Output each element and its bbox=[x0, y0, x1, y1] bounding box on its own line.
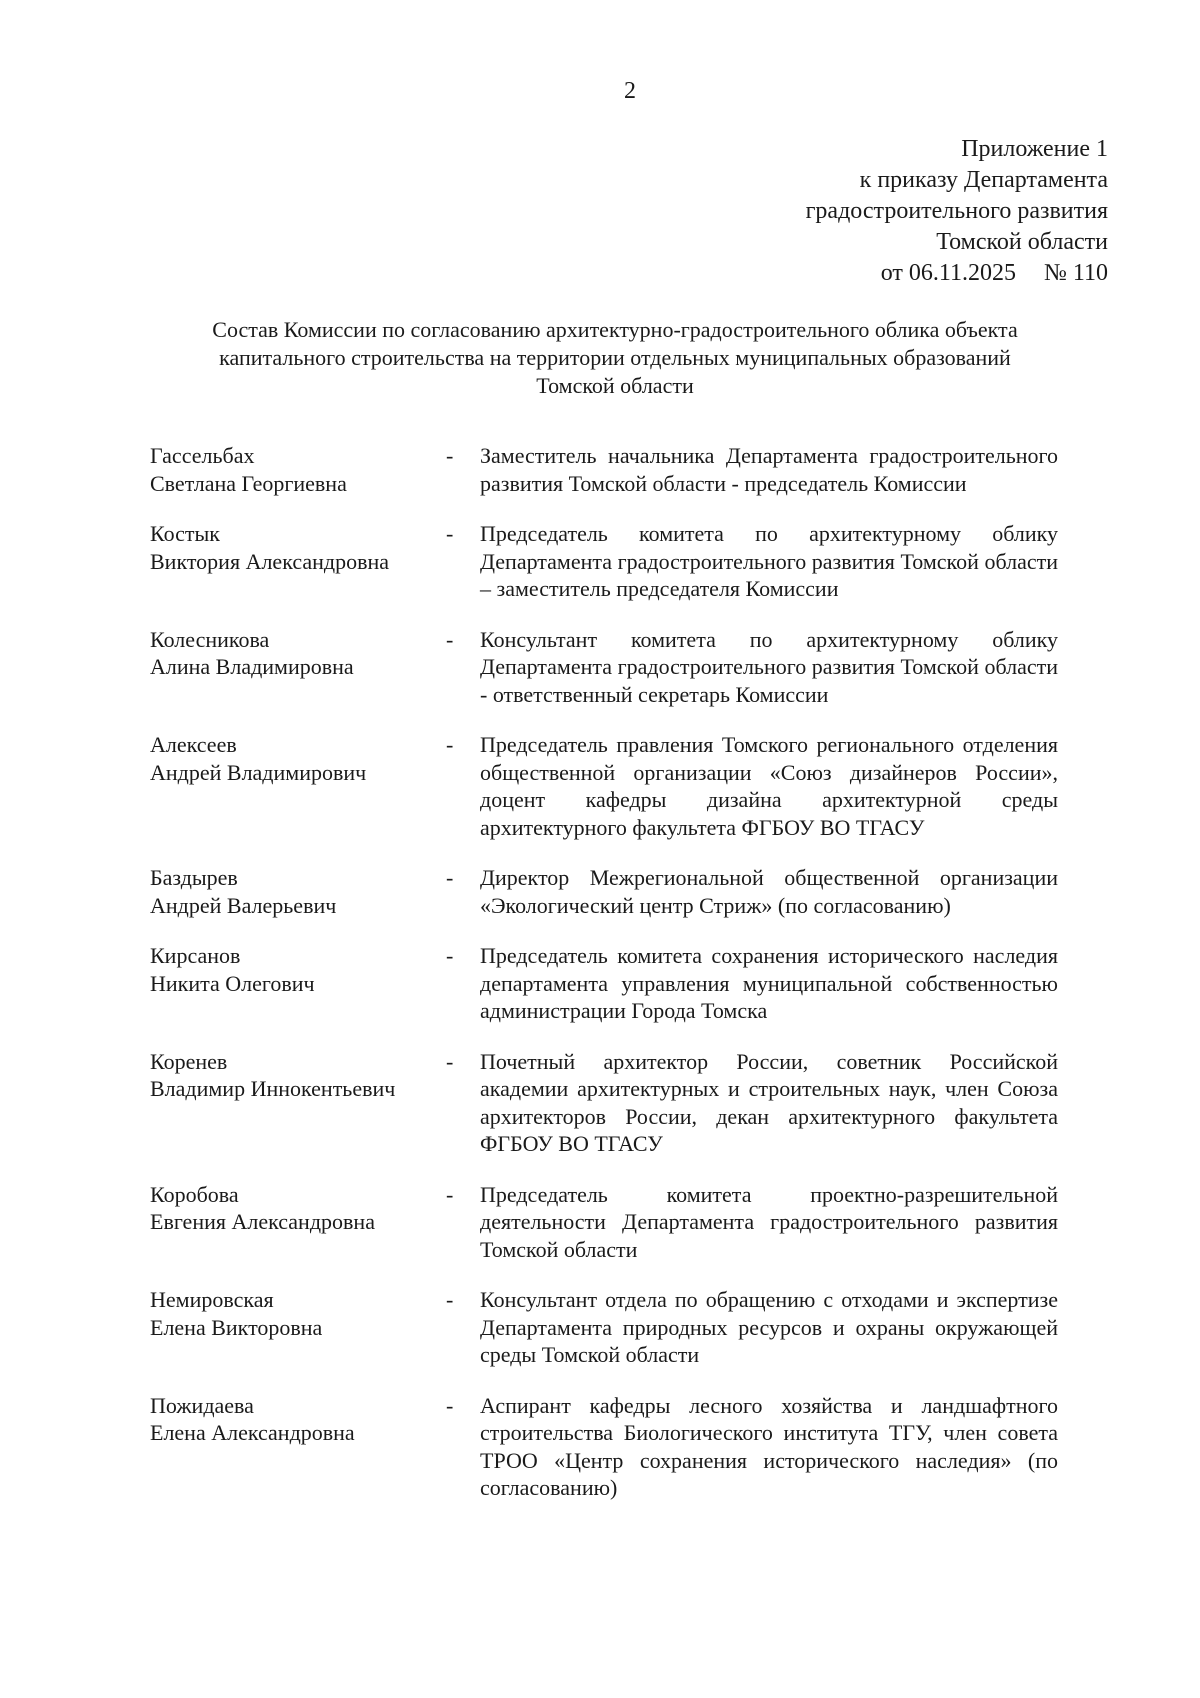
member-surname: Пожидаева bbox=[150, 1392, 254, 1418]
document-title bbox=[150, 316, 1080, 400]
member-dash: - bbox=[446, 626, 454, 652]
order-date: от 06.11.2025 bbox=[880, 260, 1016, 286]
member-row bbox=[150, 1181, 1058, 1264]
member-name bbox=[150, 1392, 446, 1447]
member-name bbox=[150, 626, 446, 681]
appendix-line: к приказу Департамента bbox=[859, 167, 1108, 193]
title-line: Состав Комиссии по согласованию архитектурно-градостроительного облика объекта bbox=[212, 317, 1018, 342]
member-row bbox=[150, 942, 1058, 1025]
member-given-names: Владимир Иннокентьевич bbox=[150, 1076, 396, 1101]
title-line: капитального строительства на территории отдельных муниципальных образований bbox=[219, 345, 1011, 370]
member-given-names: Андрей Валерьевич bbox=[150, 892, 337, 918]
appendix-line: градостроительного развития bbox=[805, 198, 1108, 224]
member-role: Председатель комитета по архитектурному облику Департамента градостроительного развития Томской области – заместитель председателя Комиссии bbox=[480, 521, 1058, 601]
member-dash: - bbox=[446, 732, 454, 757]
member-role: Директор Межрегиональной общественной организации «Экологический центр Стриж» (по согласованию) bbox=[480, 865, 1058, 918]
member-surname: Кирсанов bbox=[150, 943, 241, 968]
member-name bbox=[150, 1048, 446, 1103]
member-dash: - bbox=[446, 1392, 454, 1418]
member-dash: - bbox=[446, 865, 454, 890]
member-surname: Алексеев bbox=[150, 732, 237, 757]
member-given-names: Андрей Владимирович bbox=[150, 759, 367, 785]
page-number: 2 bbox=[624, 78, 636, 104]
member-row bbox=[150, 1392, 1058, 1502]
member-role: Председатель правления Томского регионального отделения общественной организации «Союз дизайнеров России», доцент кафедры дизайна архитектурной среды архитектурного факультета ФГБОУ ВО ТГАСУ bbox=[480, 732, 1058, 840]
member-name bbox=[150, 864, 446, 919]
member-role: Почетный архитектор России, советник Российской академии архитектурных и строительных наук, член Союза архитекторов России, декан архитектурного факультета ФГБОУ ВО ТГАСУ bbox=[480, 1048, 1058, 1156]
member-dash: - bbox=[446, 1048, 454, 1074]
member-dash: - bbox=[446, 943, 454, 968]
member-row bbox=[150, 1286, 1058, 1369]
member-given-names: Светлана Георгиевна bbox=[150, 470, 347, 496]
member-surname: Гассельбах bbox=[150, 443, 255, 468]
member-name bbox=[150, 1181, 446, 1236]
member-row bbox=[150, 520, 1058, 603]
member-given-names: Елена Викторовна bbox=[150, 1314, 323, 1340]
member-surname: Коробова bbox=[150, 1181, 239, 1207]
member-dash: - bbox=[446, 443, 454, 468]
member-name bbox=[150, 520, 446, 575]
member-role: Председатель комитета сохранения исторического наследия департамента управления муниципальной собственностью администрации Города Томска bbox=[480, 943, 1058, 1023]
appendix-date-line bbox=[806, 258, 1108, 289]
order-number: № 110 bbox=[1043, 260, 1108, 286]
member-surname: Колесникова bbox=[150, 626, 270, 652]
member-given-names: Евгения Александровна bbox=[150, 1209, 375, 1234]
member-role: Консультант отдела по обращению с отходами и экспертизе Департамента природных ресурсов и охраны окружающей среды Томской области bbox=[480, 1287, 1058, 1367]
member-dash: - bbox=[446, 1287, 454, 1312]
member-name bbox=[150, 1286, 446, 1341]
member-name bbox=[150, 442, 446, 497]
member-given-names: Виктория Александровна bbox=[150, 548, 390, 574]
member-surname: Баздырев bbox=[150, 865, 238, 890]
appendix-block bbox=[806, 134, 1108, 289]
member-role: Консультант комитета по архитектурному облику Департамента градостроительного развития Томской области - ответственный секретарь Комиссии bbox=[480, 626, 1058, 707]
appendix-line: Томской области bbox=[936, 229, 1108, 255]
member-role: Председатель комитета проектно-разрешительной деятельности Департамента градостроительного развития Томской области bbox=[480, 1181, 1058, 1262]
title-line: Томской области bbox=[536, 373, 694, 398]
appendix-line: Приложение 1 bbox=[961, 136, 1108, 162]
member-given-names: Алина Владимировна bbox=[150, 654, 354, 679]
member-given-names: Елена Александровна bbox=[150, 1420, 355, 1445]
member-name bbox=[150, 731, 446, 786]
member-name bbox=[150, 942, 446, 997]
member-role: Заместитель начальника Департамента градостроительного развития Томской области - председатель Комиссии bbox=[480, 443, 1058, 496]
member-given-names: Никита Олегович bbox=[150, 970, 315, 996]
member-row bbox=[150, 442, 1058, 497]
member-row bbox=[150, 864, 1058, 919]
member-surname: Коренев bbox=[150, 1048, 228, 1074]
member-surname: Немировская bbox=[150, 1287, 274, 1312]
members-list bbox=[150, 442, 1058, 1525]
member-dash: - bbox=[446, 1181, 454, 1207]
member-surname: Костык bbox=[150, 521, 220, 546]
member-dash: - bbox=[446, 521, 454, 546]
member-row bbox=[150, 626, 1058, 709]
member-row bbox=[150, 1048, 1058, 1158]
member-row bbox=[150, 731, 1058, 841]
member-role: Аспирант кафедры лесного хозяйства и ландшафтного строительства Биологического института ТГУ, член совета ТРОО «Центр сохранения исторического наследия» (по согласованию) bbox=[480, 1392, 1058, 1500]
